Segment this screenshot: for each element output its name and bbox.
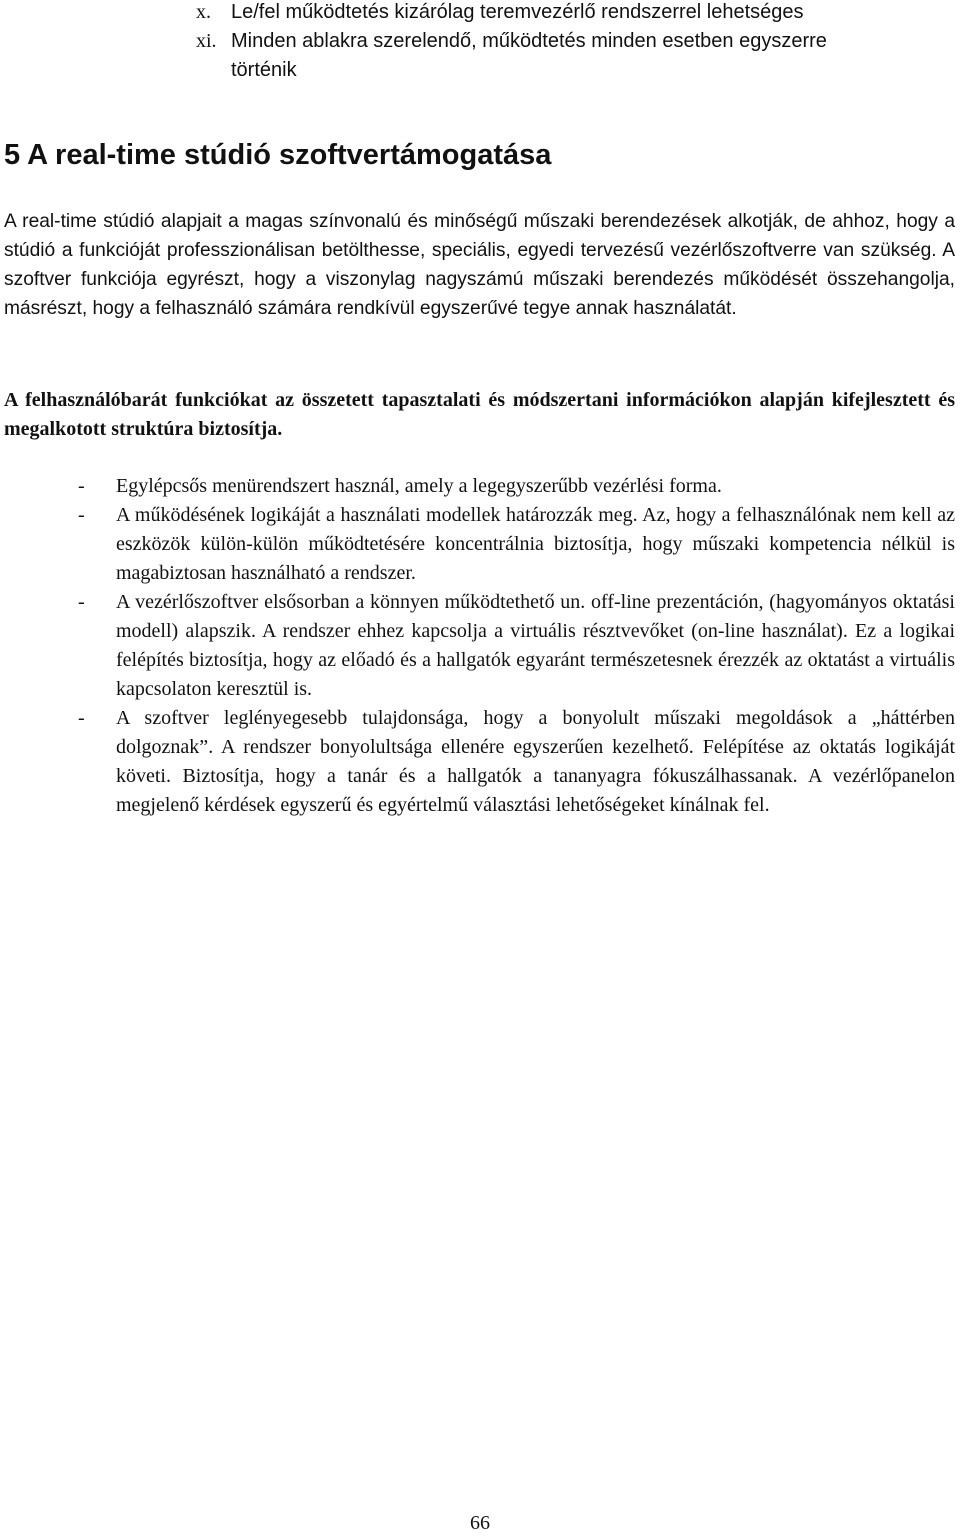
list-item [0,472,960,501]
list-item-text-continued: történik [231,59,297,81]
roman-numeral: x. [196,1,211,23]
list-item [0,501,960,588]
roman-numeral: xi. [196,30,217,52]
dash-marker: - [78,504,85,526]
list-item-text: A szoftver leglényegesebb tulajdonsága, hogy a bonyolult műszaki megoldások a „háttérben dolgoznak”. A rendszer bonyolultsága ellenére egyszerűen kezelhető. Felépítése az oktatás logikáját követi. Biztosítja, hogy a tanár és a hallgatók a tananyagra fókuszálhassanak. A vezérlőpanelon megjelenő kérdések egyszerű és egyértelmű választási lehetőségeket kínálnak fel. [116,707,955,816]
list-item-text: A vezérlőszoftver elsősorban a könnyen működtethető un. off-line prezentáción, (hagyományos oktatási modell) alapszik. A rendszer ehhez kapcsolja a virtuális résztvevőket (on-line használat). Ez a logikai felépítés biztosítja, hogy az előadó és a hallgatók egyaránt természetesnek érezzék az oktatást a virtuális kapcsolaton keresztül is. [116,591,955,700]
page-number: 66 [470,1512,490,1534]
bullet-list [0,472,960,820]
list-item [0,704,960,820]
list-item-text: A működésének logikáját a használati modellek határozzák meg. Az, hogy a felhasználónak nem kell az eszközök külön-külön működtetésére koncentrálnia biztosítja, hogy műszaki kompetencia nélkül is magabiztosan használható a rendszer. [116,504,955,584]
section-heading: 5 A real-time stúdió szoftvertámogatása [4,139,552,171]
list-item-text: Le/fel működtetés kizárólag teremvezérlő rendszerrel lehetséges [231,1,804,23]
intro-paragraph: A real-time stúdió alapjait a magas színvonalú és minőségű műszaki berendezések alkotják, de ahhoz, hogy a stúdió a funkcióját professzionálisan betölthesse, speciális, egyedi tervezésű vezérlőszoftverre van szükség. A szoftver funkciója egyrészt, hogy a viszonylag nagyszámú műszaki berendezés működését összehangolja, másrészt, hogy a felhasználó számára rendkívül egyszerűvé tegye annak használatát. [4,211,955,319]
dash-marker: - [78,475,85,497]
list-item-text: Minden ablakra szerelendő, működtetés minden esetben egyszerre [231,30,827,52]
list-item-text: Egylépcsős menürendszert használ, amely a legegyszerűbb vezérlési forma. [116,475,722,497]
dash-marker: - [78,707,85,729]
bold-paragraph: A felhasználóbarát funkciókat az összetett tapasztalati és módszertani információkon alapján kifejlesztett és megalkotott struktúra biztosítja. [4,389,955,440]
list-item [0,588,960,704]
dash-marker: - [78,591,85,613]
